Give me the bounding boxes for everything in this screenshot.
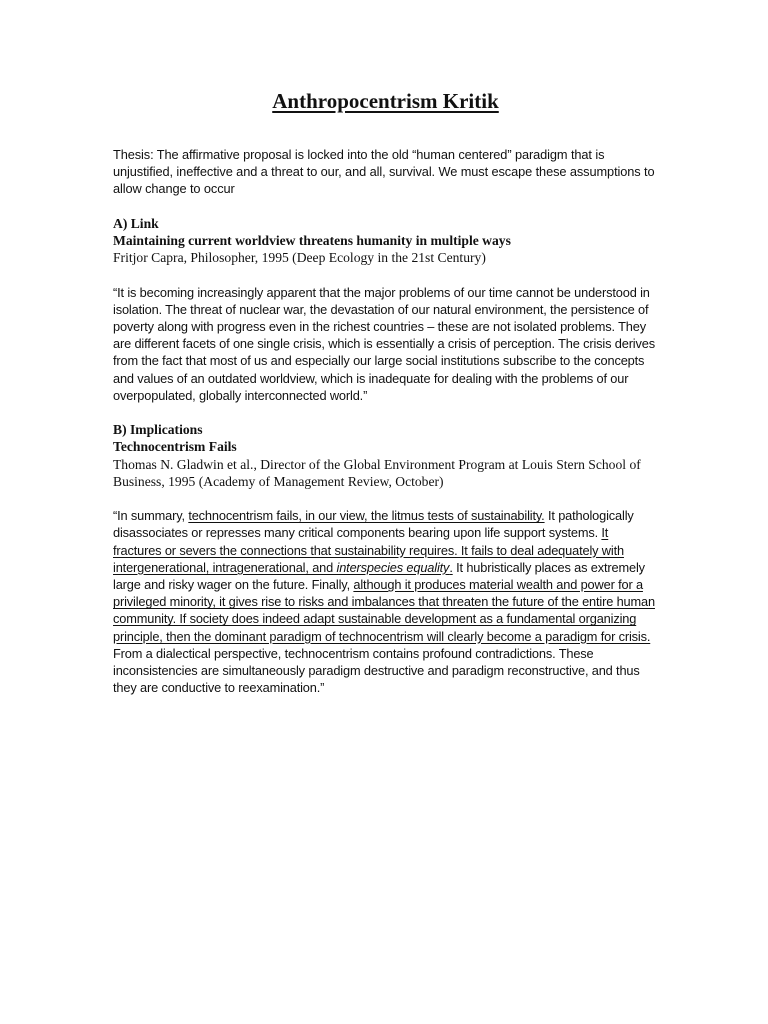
section-a-quote: “It is becoming increasingly apparent that the major problems of our time cannot be understood in isolation. The threat of nuclear war, the devastation of our natural environment, the persistence of poverty along with progress even in the richest countries – these are not isolated problems. They are different facets of one single crisis, which is essentially a crisis of perception. The crisis derives from the fact that most of us and especially our large social institutions subscribe to the concepts and values of an outdated worldview, which is inadequate for dealing with the problems of our overpopulated, globally interconnected world.” bbox=[113, 284, 655, 403]
document-page bbox=[113, 88, 658, 714]
quote-underlined-text: technocentrism fails, in our view, the litmus tests of sustainability. bbox=[188, 508, 545, 524]
section-b-quote bbox=[113, 507, 658, 696]
quote-underlined-text: It fractures or severs the connections that sustainability requires. It fails to deal adequately with intergenerational, intragenerational, and bbox=[113, 525, 624, 575]
quote-text: “In summary, bbox=[113, 508, 189, 524]
document-title: Anthropocentrism Kritik bbox=[272, 89, 499, 113]
quote-underlined-text: . bbox=[449, 559, 453, 575]
quote-text: From a dialectical perspective, technocentrism contains profound contradictions. These inconsistencies are simultaneously paradigm destructive and paradigm reconstructive, and thus they are conductive to reexamination.” bbox=[113, 645, 640, 696]
section-b-tag: Technocentrism Fails bbox=[113, 439, 237, 455]
section-a-tag: Maintaining current worldview threatens humanity in multiple ways bbox=[113, 233, 511, 248]
quote-text: It hubristically places as extremely large and risky wager on the future. Finally, bbox=[113, 559, 645, 593]
quote-text: It pathologically disassociates or represses many critical components bearing upon life support systems. bbox=[113, 508, 634, 541]
quote-underlined-italic-text: interspecies equality bbox=[336, 559, 450, 575]
section-a-heading: A) Link bbox=[113, 215, 159, 231]
thesis-paragraph: Thesis: The affirmative proposal is locked into the old “human centered” paradigm that is unjustified, ineffective and a threat to our, and all, survival. We must escape these assumptions to allow change to occur bbox=[113, 147, 655, 197]
quote-underlined-text: although it produces material wealth and power for a privileged minority, it gives rise to risks and imbalances that threaten the future of the entire human community. If society does indeed adapt sustainable development as a fundamental organizing principle, then the dominant paradigm of technocentrism will clearly become a paradigm for crisis. bbox=[113, 577, 655, 644]
section-b-citation: Thomas N. Gladwin et al., Director of the Global Environment Program at Louis Stern School of Business, 1995 (Academy of Management Review, October) bbox=[113, 456, 641, 489]
section-a-citation: Fritjor Capra, Philosopher, 1995 (Deep Ecology in the 21st Century) bbox=[113, 250, 486, 266]
section-b-heading: B) Implications bbox=[113, 422, 203, 438]
